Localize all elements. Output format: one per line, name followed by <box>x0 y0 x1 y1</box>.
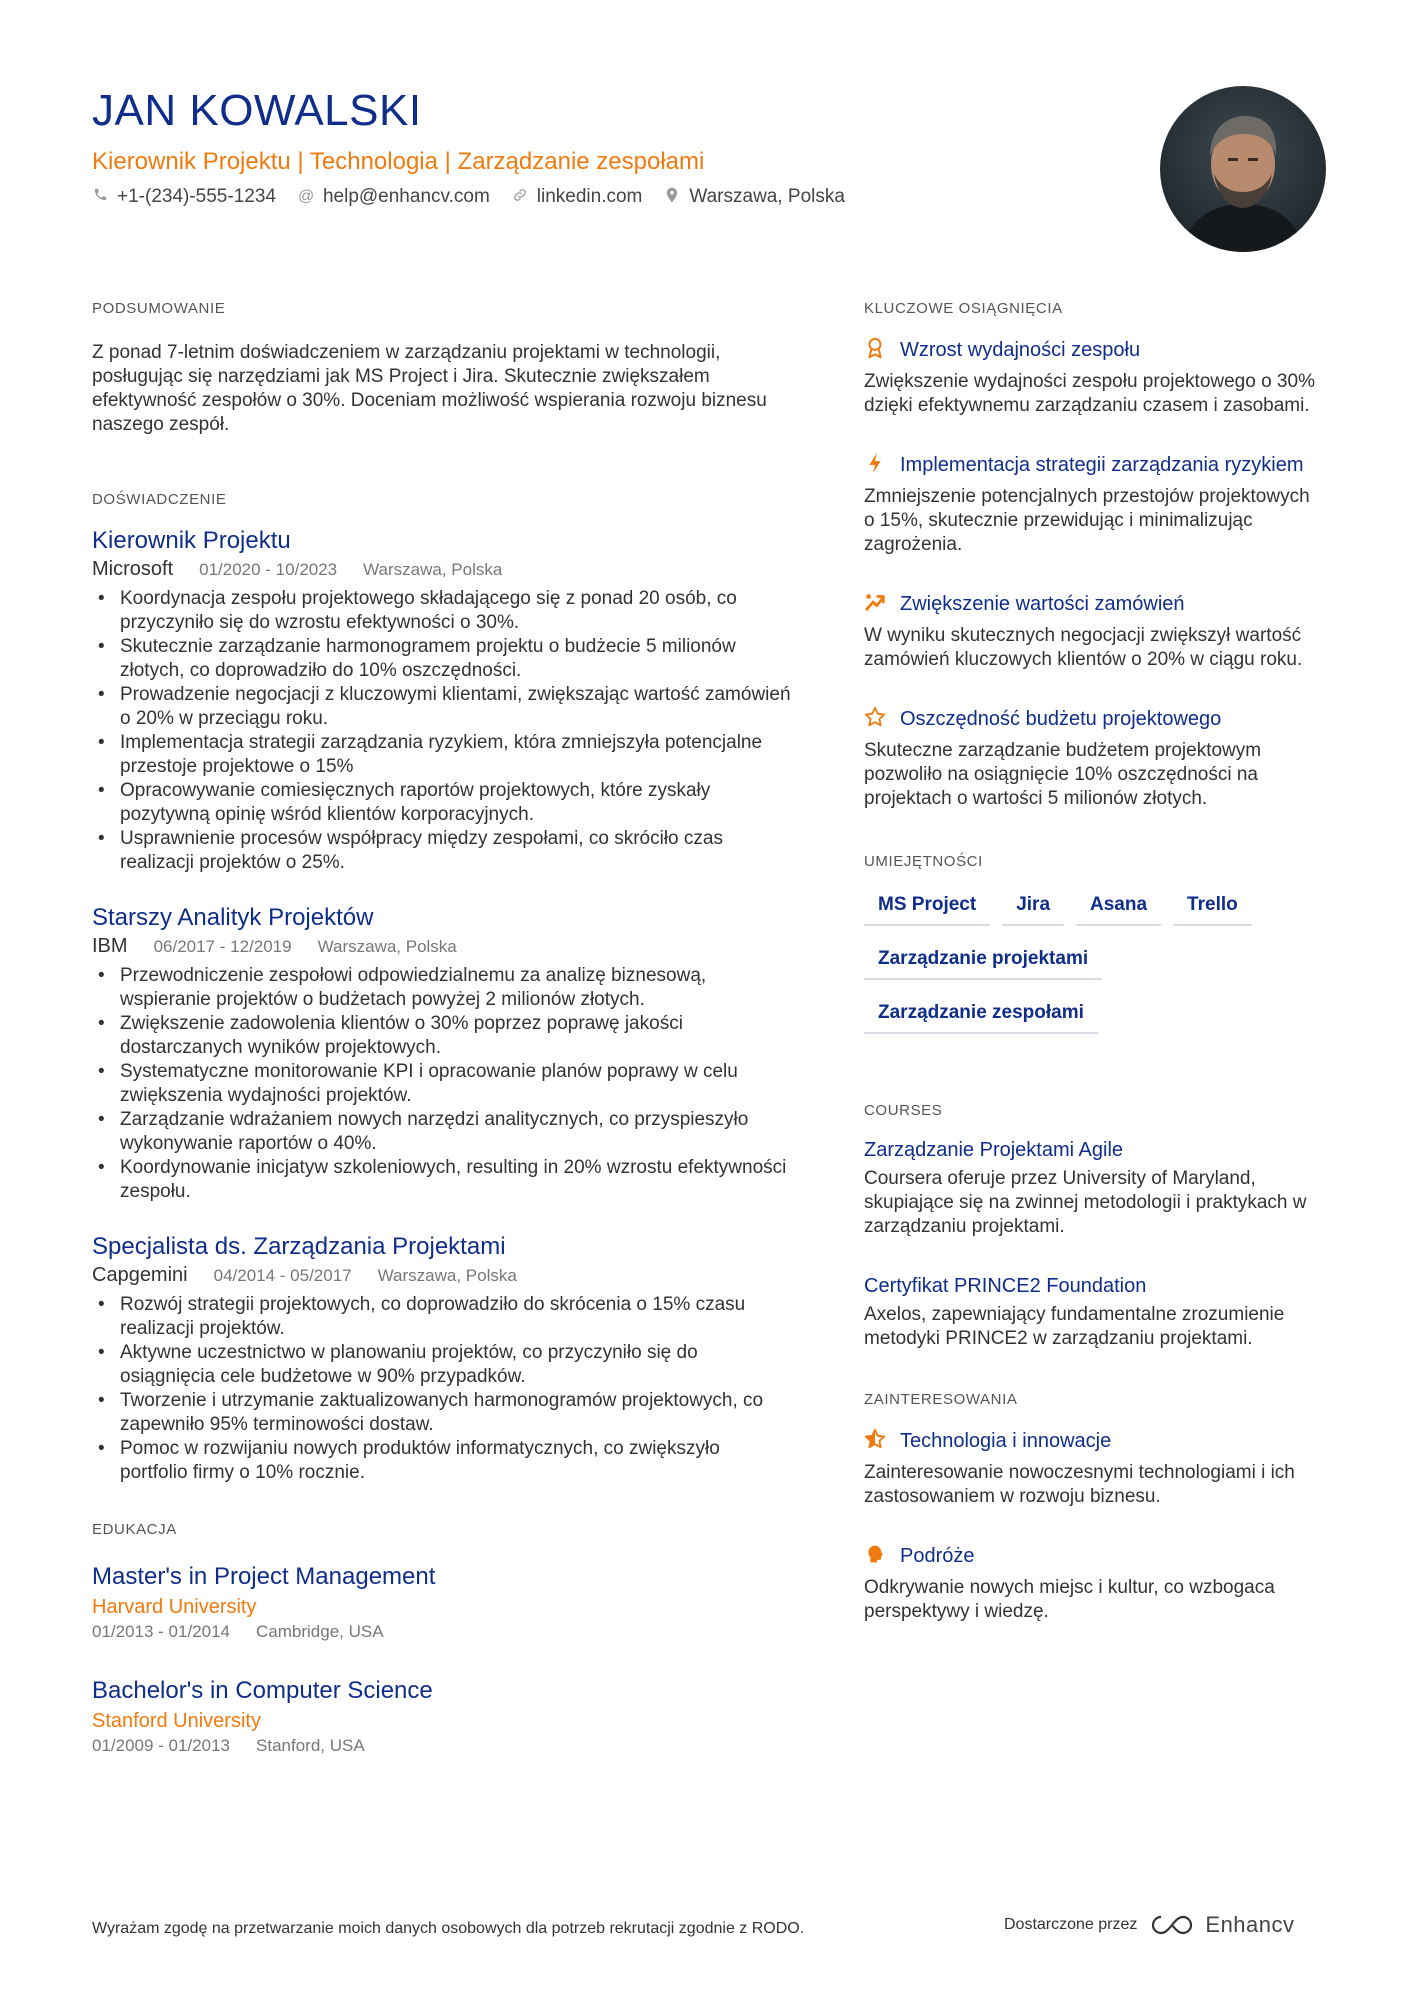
job-entry <box>92 903 792 1204</box>
phone-icon <box>92 187 108 207</box>
contact-linkedin-text: linkedin.com <box>536 186 643 207</box>
skill-tag: Asana <box>1076 894 1161 926</box>
contact-location-text: Warszawa, Polska <box>689 186 845 207</box>
profile-photo <box>1160 86 1326 252</box>
job-bullet: • Prowadzenie negocjacji z kluczowymi klientami, zwiększając wartość zamówień o 20% w przeciągu roku. <box>92 683 792 731</box>
job-company: IBM <box>92 935 128 957</box>
skill-tag: MS Project <box>864 894 990 926</box>
right-column <box>864 300 1324 1658</box>
award-icon <box>864 337 886 366</box>
job-meta <box>92 935 792 958</box>
contact-phone-text: +1-(234)-555-1234 <box>117 186 276 207</box>
job-company: Capgemini <box>92 1264 188 1286</box>
course-desc: Axelos, zapewniający fundamentalne zrozumienie metodyki PRINCE2 w zarządzaniu projektami. <box>864 1304 1285 1349</box>
left-column <box>92 300 792 1790</box>
education-section <box>92 1521 792 1756</box>
skills-list <box>864 894 1324 1056</box>
education-school: Harvard University <box>92 1596 257 1618</box>
job-dates: 06/2017 - 12/2019 <box>153 937 292 956</box>
course-item <box>864 1137 1324 1239</box>
job-title: Specjalista ds. Zarządzania Projektami <box>92 1233 506 1260</box>
job-bullet: • Skutecznie zarządzanie harmonogramem projektu o budżecie 5 milionów złotych, co doprowadziło do 10% oszczędności. <box>92 635 792 683</box>
education-dates: 01/2013 - 01/2014 <box>92 1622 231 1641</box>
job-bullet: • Usprawnienie procesów współpracy między zespołami, co skróciło czas realizacji projektów o 25%. <box>92 827 792 875</box>
job-bullet: • Zwiększenie zadowolenia klientów o 30% poprzez poprawę jakości dostarczanych wyników projektowych. <box>92 1012 792 1060</box>
education-entry <box>92 1562 792 1642</box>
achievement-item <box>864 591 1324 672</box>
achievement-desc: W wyniku skutecznych negocjacji zwiększył wartość zamówień kluczowych klientów o 20% w ciągu roku. <box>864 625 1303 670</box>
course-title: Zarządzanie Projektami Agile <box>864 1139 1124 1161</box>
skills-section <box>864 853 1324 1056</box>
job-bullet: • Pomoc w rozwijaniu nowych produktów informatycznych, co zwiększyło portfolio firmy o 10% rocznie. <box>92 1437 792 1485</box>
job-title: Kierownik Projektu <box>92 527 291 554</box>
location-icon <box>664 187 680 208</box>
contact-phone[interactable] <box>92 186 276 208</box>
job-bullet: • Rozwój strategii projektowych, co doprowadziło do skrócenia o 15% czasu realizacji projektów. <box>92 1293 792 1341</box>
skills-heading: UMIEJĘTNOŚCI <box>864 853 983 870</box>
link-icon <box>512 187 528 208</box>
experience-section <box>92 491 792 1485</box>
star-half-icon <box>864 1428 886 1457</box>
job-bullet: • Opracowywanie comiesięcznych raportów projektowych, które zyskały pozytywną opinię wśród klientów korporacyjnych. <box>92 779 792 827</box>
job-location: Warszawa, Polska <box>363 560 503 579</box>
skill-tag: Zarządzanie projektami <box>864 948 1102 980</box>
powered-by-text: Dostarczone przez <box>1004 1916 1138 1933</box>
at-icon: @ <box>297 188 315 205</box>
achievement-title: Implementacja strategii zarządzania ryzykiem <box>900 454 1304 476</box>
interests-heading: ZAINTERESOWANIA <box>864 1391 1018 1408</box>
education-location: Cambridge, USA <box>256 1622 384 1641</box>
courses-section <box>864 1102 1324 1351</box>
job-dates: 01/2020 - 10/2023 <box>199 560 338 579</box>
contact-linkedin[interactable] <box>512 186 643 208</box>
course-item <box>864 1273 1324 1351</box>
job-entry <box>92 526 792 875</box>
footer-branding[interactable] <box>1004 1912 1295 1938</box>
job-location: Warszawa, Polska <box>377 1266 517 1285</box>
education-meta <box>92 1622 792 1642</box>
interest-title: Podróże <box>900 1545 975 1567</box>
job-dates: 04/2014 - 05/2017 <box>213 1266 352 1285</box>
job-bullet: • Tworzenie i utrzymanie zaktualizowanych harmonogramów projektowych, co zapewniło 95% terminowości dostaw. <box>92 1389 792 1437</box>
achievements-heading: KLUCZOWE OSIĄGNIĘCIA <box>864 300 1063 317</box>
bolt-icon <box>864 452 886 481</box>
job-meta <box>92 1264 792 1287</box>
contact-email[interactable] <box>298 186 490 208</box>
interest-desc: Odkrywanie nowych miejsc i kultur, co wzbogaca perspektywy i wiedzę. <box>864 1577 1275 1622</box>
courses-heading: COURSES <box>864 1102 943 1119</box>
education-entry <box>92 1676 792 1756</box>
interest-item <box>864 1543 1324 1624</box>
job-company: Microsoft <box>92 558 174 580</box>
course-desc: Coursera oferuje przez University of Maryland, skupiające się na zwinnej metodologii i praktykach w zarządzaniu projektami. <box>864 1168 1307 1237</box>
education-degree: Master's in Project Management <box>92 1563 436 1590</box>
achievement-title: Zwiększenie wartości zamówień <box>900 593 1185 615</box>
achievement-desc: Zwiększenie wydajności zespołu projektowego o 30% dzięki efektywnemu zarządzaniu czasem i zasobami. <box>864 371 1315 416</box>
interest-item <box>864 1428 1324 1509</box>
candidate-name: JAN KOWALSKI <box>92 86 422 135</box>
achievement-item <box>864 337 1324 418</box>
job-location: Warszawa, Polska <box>317 937 457 956</box>
skill-tag: Jira <box>1002 894 1064 926</box>
skill-tag: Zarządzanie zespołami <box>864 1002 1098 1034</box>
achievement-title: Oszczędność budżetu projektowego <box>900 708 1222 730</box>
achievement-desc: Skuteczne zarządzanie budżetem projektowym pozwoliło na osiągnięcie 10% oszczędności na projektach o wartości 5 milionów złotych. <box>864 740 1262 809</box>
education-heading: EDUKACJA <box>92 1521 177 1538</box>
interest-title: Technologia i innowacje <box>900 1430 1112 1452</box>
chart-up-icon <box>864 591 886 620</box>
education-degree: Bachelor's in Computer Science <box>92 1677 433 1704</box>
job-meta <box>92 558 792 581</box>
job-bullet: • Przewodniczenie zespołowi odpowiedzialnemu za analizę biznesową, wspieranie projektów o budżetach powyżej 2 milionów złotych. <box>92 964 792 1012</box>
education-location: Stanford, USA <box>256 1736 365 1755</box>
education-school: Stanford University <box>92 1710 261 1732</box>
enhancv-logo-icon <box>1149 1913 1195 1937</box>
interests-section <box>864 1391 1324 1624</box>
job-bullets <box>92 964 792 1204</box>
achievement-item <box>864 706 1324 811</box>
course-title: Certyfikat PRINCE2 Foundation <box>864 1275 1147 1297</box>
summary-section <box>92 300 792 437</box>
candidate-headline: Kierownik Projektu | Technologia | Zarządzanie zespołami <box>92 148 705 175</box>
job-bullet: • Koordynacja zespołu projektowego składającego się z ponad 20 osób, co przyczyniło się do wzrostu efektywności o 30%. <box>92 587 792 635</box>
job-bullet: • Implementacja strategii zarządzania ryzykiem, która zmniejszyła potencjalne przestoje projektowe o 15% <box>92 731 792 779</box>
enhancv-logo-text: Enhancv <box>1205 1912 1295 1937</box>
star-icon <box>864 706 886 735</box>
achievements-section <box>864 300 1324 811</box>
job-bullets <box>92 1293 792 1485</box>
experience-heading: DOŚWIADCZENIE <box>92 491 227 508</box>
achievement-title: Wzrost wydajności zespołu <box>900 339 1141 361</box>
skill-tag: Trello <box>1173 894 1252 926</box>
job-bullets <box>92 587 792 875</box>
job-bullet: • Koordynowanie inicjatyw szkoleniowych, resulting in 20% wzrostu efektywności zespołu. <box>92 1156 792 1204</box>
achievement-item <box>864 452 1324 557</box>
job-bullet: • Systematyczne monitorowanie KPI i opracowanie planów poprawy w celu zwiększenia wydajności projektów. <box>92 1060 792 1108</box>
achievement-desc: Zmniejszenie potencjalnych przestojów projektowych o 15%, skutecznie przewidując i minimalizując zagrożenia. <box>864 486 1310 555</box>
job-entry <box>92 1232 792 1485</box>
consent-text: Wyrażam zgodę na przetwarzanie moich danych osobowych dla potrzeb rekrutacji zgodnie z RODO. <box>92 1920 805 1937</box>
summary-heading: PODSUMOWANIE <box>92 300 226 317</box>
contact-email-text: help@enhancv.com <box>322 186 490 207</box>
job-bullet: • Aktywne uczestnictwo w planowaniu projektów, co przyczyniło się do osiągnięcia cele budżetowe w 90% przypadków. <box>92 1341 792 1389</box>
summary-text: Z ponad 7-letnim doświadczeniem w zarządzaniu projektami w technologii, posługując się narzędziami jak MS Project i Jira. Skutecznie zwiększałem efektywność zespołów o 30%. Doceniam możliwość wspierania rozwoju biznesu naszego zespół. <box>92 342 767 435</box>
contact-location <box>664 186 845 208</box>
interest-desc: Zainteresowanie nowoczesnymi technologiami i ich zastosowaniem w rozwoju biznesu. <box>864 1462 1295 1507</box>
education-meta <box>92 1736 792 1756</box>
education-dates: 01/2009 - 01/2013 <box>92 1736 231 1755</box>
head-icon <box>864 1543 886 1572</box>
contact-row <box>92 186 867 208</box>
job-title: Starszy Analityk Projektów <box>92 904 374 931</box>
job-bullet: • Zarządzanie wdrażaniem nowych narzędzi analitycznych, co przyspieszyło wykonywanie raportów o 40%. <box>92 1108 792 1156</box>
